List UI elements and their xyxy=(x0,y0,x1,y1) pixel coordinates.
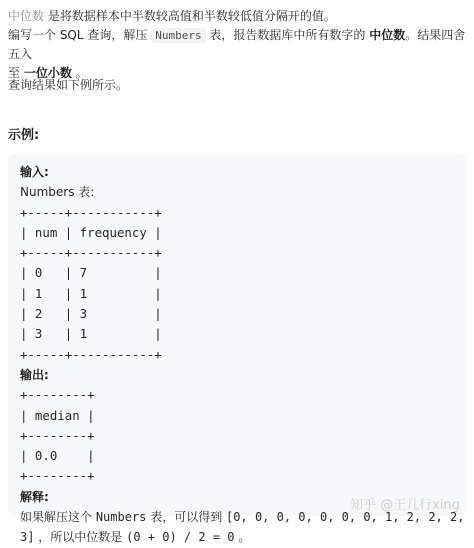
description-line-3-end: 。 xyxy=(71,66,88,80)
input-table-row: | 0 | 7 | xyxy=(20,265,162,281)
input-table-row: | 1 | 1 | xyxy=(20,285,162,301)
explain-expression: (0 + 0) / 2 = 0 xyxy=(126,530,235,545)
table-name-code: Numbers xyxy=(151,28,205,43)
explain-table-name: Numbers xyxy=(95,510,147,525)
median-term: 中位数 xyxy=(8,9,45,23)
explain-line-2 xyxy=(20,527,464,547)
output-table-header: | median | xyxy=(20,407,95,423)
description-line-1 xyxy=(8,7,470,26)
description-line-2 xyxy=(8,26,470,64)
description-line-1-text: 是将数据样本中半数较高值和半数较低值分隔开的值。 xyxy=(44,9,336,23)
description-line-2-end: 。结果四舍五入 xyxy=(8,28,466,61)
input-table-border-top: +-----+-----------+ xyxy=(20,204,162,220)
output-label: 输出: xyxy=(20,367,49,382)
example-title: 示例: xyxy=(8,128,40,143)
explain-line-1-prefix: 如果解压这个 xyxy=(20,510,96,525)
output-table-row: | 0.0 | xyxy=(20,448,95,464)
one-decimal-bold: 一位小数 xyxy=(23,66,72,80)
description-line-2-suffix: 表，报告数据库中所有数字的 xyxy=(205,28,370,42)
intro-text: 查询结果如下例所示。 xyxy=(8,78,129,92)
explain-values-part-2: 3] xyxy=(20,530,35,545)
example-content xyxy=(20,162,464,548)
description-line-2-prefix: 编写一个 SQL 查询，解压 xyxy=(8,28,152,42)
input-label: 输入: xyxy=(20,165,49,179)
input-table-border-bottom: +-----+-----------+ xyxy=(20,346,162,362)
explain-label: 解释: xyxy=(20,489,49,504)
output-table-border-top: +--------+ xyxy=(20,387,95,403)
input-table-header: | num | frequency | xyxy=(20,224,162,240)
input-table-row: | 3 | 1 | xyxy=(20,326,162,342)
explain-line-2-end: 。 xyxy=(234,530,251,545)
input-table-row: | 2 | 3 | xyxy=(20,306,162,322)
description-line-3-prefix: 至 xyxy=(8,66,24,80)
explain-line-2-mid: ，所以中位数是 xyxy=(34,530,127,545)
zhihu-watermark: 知乎 @王几行xing xyxy=(350,498,460,513)
output-table-border-mid: +--------+ xyxy=(20,427,95,443)
explain-line-1-mid: 表，可以得到 xyxy=(146,510,227,525)
table-caption: Numbers 表: xyxy=(20,185,95,200)
explain-values-part-1: [0, 0, 0, 0, 0, 0, 0, 1, 2, 2, 2, xyxy=(226,510,465,525)
median-bold-term: 中位数 xyxy=(369,28,406,42)
problem-description xyxy=(8,7,470,83)
input-table-border-mid: +-----+-----------+ xyxy=(20,245,162,261)
output-table-border-bottom: +--------+ xyxy=(20,468,95,484)
